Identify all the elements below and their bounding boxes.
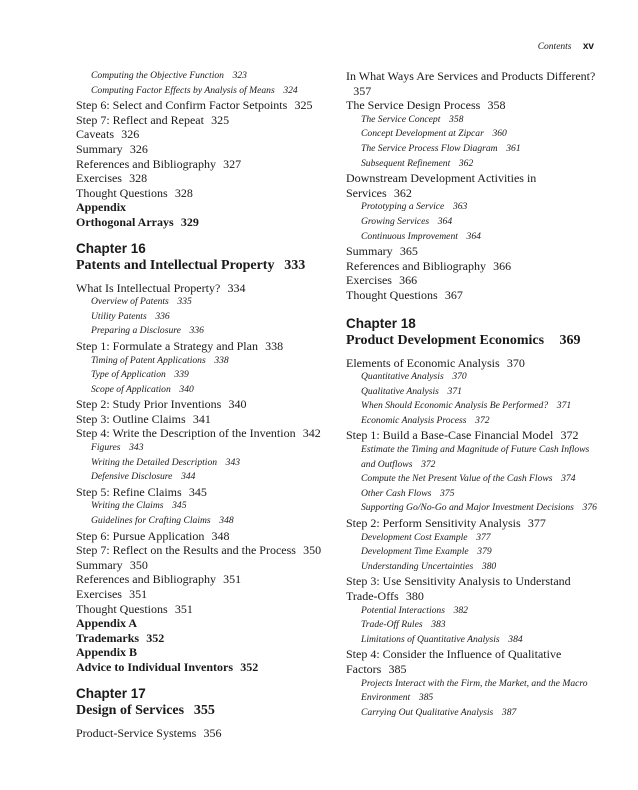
toc-entry-title: Continuous Improvement xyxy=(361,230,458,242)
chapter-title-text: Design of Services xyxy=(76,702,185,718)
toc-entry[interactable] xyxy=(76,171,338,186)
toc-entry-title: Preparing a Disclosure xyxy=(91,325,181,337)
chapter-page-number: 355 xyxy=(193,702,215,718)
chapter-title-text: Patents and Intellectual Property xyxy=(76,257,275,273)
toc-entry-title: Carrying Out Qualitative Analysis xyxy=(361,706,494,718)
toc-entry-title: Scope of Application xyxy=(91,383,171,395)
toc-entry[interactable] xyxy=(76,441,338,456)
toc-entry-title: When Should Economic Analysis Be Performed? xyxy=(361,400,549,412)
toc-entry[interactable] xyxy=(76,470,338,485)
toc-entry-title: Appendix A xyxy=(76,616,138,631)
toc-entry[interactable] xyxy=(346,273,604,288)
toc-entry[interactable] xyxy=(346,142,604,157)
toc-entry-title: References and Bibliography xyxy=(76,156,216,171)
toc-entry-title: Step 6: Select and Confirm Factor Setpoints xyxy=(76,98,288,113)
toc-entry-page: 348 xyxy=(219,515,234,527)
toc-entry-page: 338 xyxy=(214,354,229,366)
toc-entry[interactable] xyxy=(76,456,338,471)
toc-entry-title: Computing Factor Effects by Analysis of Means xyxy=(91,84,275,96)
toc-entry-page: 340 xyxy=(179,383,194,395)
toc-entry-title: References and Bibliography xyxy=(346,258,486,273)
toc-entry[interactable] xyxy=(346,618,604,633)
toc-entry-title: Writing the Claims xyxy=(91,500,164,512)
toc-entry[interactable] xyxy=(76,339,338,354)
toc-entry-page: 352 xyxy=(146,630,165,645)
toc-entry-title: Step 5: Refine Claims xyxy=(76,484,182,499)
toc-entry-page: 343 xyxy=(129,442,144,454)
toc-entry-page: 371 xyxy=(556,400,572,412)
toc-entry-page: 376 xyxy=(582,502,597,514)
toc-entry-page: 339 xyxy=(174,369,189,381)
toc-entry-title: Downstream Development Activities in Services xyxy=(346,171,537,200)
toc-entry[interactable] xyxy=(346,370,604,385)
toc-entry[interactable] xyxy=(76,412,338,427)
toc-entry-title: Appendix xyxy=(76,200,127,215)
toc-entry-title: Step 2: Perform Sensitivity Analysis xyxy=(346,516,521,531)
toc-entry-title: Orthogonal Arrays xyxy=(76,214,174,229)
toc-entry-title: Step 6: Pursue Application xyxy=(76,528,205,543)
toc-entry-page: 370 xyxy=(452,371,467,383)
toc-entry[interactable] xyxy=(346,288,604,303)
toc-entry[interactable] xyxy=(346,259,604,274)
toc-entry-page: 325 xyxy=(294,98,313,113)
toc-entry-title: Summary xyxy=(346,244,393,259)
running-header xyxy=(538,41,594,52)
toc-entry[interactable] xyxy=(76,281,338,296)
toc-entry-page: 351 xyxy=(174,601,193,616)
toc-entry[interactable] xyxy=(76,383,338,398)
toc-entry[interactable] xyxy=(76,587,338,602)
toc-entry-title: Appendix B xyxy=(76,645,138,660)
chapter-page-number: 369 xyxy=(559,332,581,348)
toc-entry-page: 351 xyxy=(223,572,242,587)
toc-entry[interactable] xyxy=(76,616,338,631)
toc-entry-title: Writing the Detailed Description xyxy=(91,456,218,468)
toc-entry-page: 387 xyxy=(501,706,517,718)
toc-entry[interactable] xyxy=(76,499,338,514)
toc-entry[interactable] xyxy=(76,660,338,675)
toc-entry-title: Projects Interact with the Firm, the Market, and the Macro Environment xyxy=(361,677,588,704)
toc-entry-page: 326 xyxy=(121,127,140,142)
toc-entry[interactable] xyxy=(346,677,604,706)
toc-entry-page: 342 xyxy=(302,426,321,441)
toc-entry-title: Step 4: Consider the Influence of Qualitative Factors xyxy=(346,647,562,676)
toc-entry-page: 380 xyxy=(481,560,497,572)
toc-entries-continued xyxy=(346,69,604,303)
toc-entry-title: Utility Patents xyxy=(91,310,147,322)
toc-entry[interactable] xyxy=(76,98,338,113)
toc-entry-page: 341 xyxy=(192,411,211,426)
toc-entry[interactable] xyxy=(346,443,604,472)
toc-entry-title: Thought Questions xyxy=(346,287,438,302)
toc-entry-page: 364 xyxy=(437,215,453,227)
toc-entry-title: Step 3: Outline Claims xyxy=(76,411,186,426)
toc-entry-page: 365 xyxy=(399,244,418,259)
toc-entry-page: 361 xyxy=(506,142,521,154)
toc-entry[interactable] xyxy=(76,426,338,441)
toc-entry-page: 324 xyxy=(283,84,298,96)
toc-entry[interactable] xyxy=(76,602,338,617)
toc-entry-title: Computing the Objective Function xyxy=(91,70,224,81)
toc-entry-title: Development Cost Example xyxy=(361,531,468,543)
toc-entry-title: What Is Intellectual Property? xyxy=(76,280,221,295)
toc-entry-page: 348 xyxy=(211,528,230,543)
toc-entry[interactable] xyxy=(346,516,604,531)
chapter-title-text: Product Development Economics xyxy=(346,332,545,348)
toc-entry-page: 372 xyxy=(560,428,579,443)
chapter-18-label: Chapter 18 xyxy=(346,315,416,331)
toc-entry-page: 370 xyxy=(506,355,525,370)
toc-entry-title: Advice to Individual Inventors xyxy=(76,659,234,674)
toc-entry[interactable] xyxy=(346,171,604,200)
toc-entry[interactable] xyxy=(76,485,338,500)
toc-entry[interactable] xyxy=(346,531,604,546)
toc-entry[interactable] xyxy=(76,113,338,128)
toc-entry-page: 366 xyxy=(399,273,418,288)
toc-entry-page: 329 xyxy=(180,214,199,229)
toc-entry-title: Prototyping a Service xyxy=(361,201,445,213)
toc-entry[interactable] xyxy=(76,645,338,660)
toc-entry-title: Development Time Example xyxy=(361,546,469,558)
toc-entry-title: Overview of Patents xyxy=(91,296,169,308)
header-page-number: xv xyxy=(582,41,594,52)
toc-entry-title: Trademarks xyxy=(76,630,140,645)
toc-entry-title: Step 7: Reflect and Repeat xyxy=(76,112,204,127)
toc-entry[interactable] xyxy=(346,399,604,414)
toc-entry-title: The Service Concept xyxy=(361,113,441,125)
toc-entry-title: Step 4: Write the Description of the Invention xyxy=(76,426,296,441)
toc-entry-page: 385 xyxy=(418,692,434,704)
toc-entry-title: Exercises xyxy=(76,171,122,186)
toc-entry-page: 362 xyxy=(393,185,412,200)
toc-entry-page: 334 xyxy=(227,280,246,295)
toc-entry-page: 344 xyxy=(181,471,196,483)
toc-entry[interactable] xyxy=(346,604,604,619)
toc-entry-page: 350 xyxy=(129,557,148,572)
toc-entry-title: Quantitative Analysis xyxy=(361,371,444,383)
toc-entry[interactable] xyxy=(76,127,338,142)
chapter-17-title[interactable] xyxy=(76,702,338,719)
toc-entry-title: Step 1: Formulate a Strategy and Plan xyxy=(76,338,258,353)
toc-entry-title: Understanding Uncertainties xyxy=(361,560,474,572)
toc-entry-title: Step 2: Study Prior Inventions xyxy=(76,397,222,412)
toc-entry-page: 352 xyxy=(240,659,259,674)
toc-entry-page: 345 xyxy=(188,484,207,499)
toc-entry-title: Timing of Patent Applications xyxy=(91,354,206,366)
chapter-18-title[interactable] xyxy=(346,332,604,349)
toc-entry[interactable] xyxy=(346,501,604,516)
toc-entry[interactable] xyxy=(346,574,604,603)
toc-entry[interactable] xyxy=(346,200,604,215)
toc-entry[interactable] xyxy=(76,157,338,172)
toc-entry-title: Summary xyxy=(76,141,123,156)
toc-entry-page: 335 xyxy=(177,296,192,308)
toc-entry-title: Thought Questions xyxy=(76,185,168,200)
toc-entry[interactable] xyxy=(346,157,604,172)
toc-entry-title: Growing Services xyxy=(361,215,430,227)
toc-entry[interactable] xyxy=(76,529,338,544)
toc-entry-title: Figures xyxy=(91,442,121,454)
toc-entry-page: 384 xyxy=(508,633,523,645)
toc-entry-page: 375 xyxy=(440,487,455,499)
toc-entry-title: Exercises xyxy=(346,273,392,288)
toc-entry-page: 382 xyxy=(453,604,468,616)
toc-entry[interactable] xyxy=(346,428,604,443)
toc-entry[interactable] xyxy=(76,514,338,529)
toc-entry[interactable] xyxy=(76,295,338,310)
chapter-16-title[interactable] xyxy=(76,257,338,274)
toc-entry-title: Limitations of Quantitative Analysis xyxy=(361,633,500,645)
toc-left-column xyxy=(76,69,338,740)
toc-entry[interactable] xyxy=(76,186,338,201)
toc-entry-page: 328 xyxy=(174,185,193,200)
toc-entry-title: Exercises xyxy=(76,587,122,601)
toc-entry-title: Potential Interactions xyxy=(361,604,445,616)
toc-entry[interactable] xyxy=(346,545,604,560)
toc-entry-page: 372 xyxy=(475,414,490,426)
toc-entry-page: 350 xyxy=(303,543,322,558)
toc-entry-page: 358 xyxy=(487,98,506,113)
toc-entry-title: Elements of Economic Analysis xyxy=(346,355,500,370)
toc-entry[interactable] xyxy=(346,356,604,371)
toc-entry-page: 340 xyxy=(228,397,247,412)
chapter-16-label: Chapter 16 xyxy=(76,240,146,256)
chapter-17-entries xyxy=(76,726,338,741)
toc-entry[interactable] xyxy=(76,631,338,646)
toc-entry[interactable] xyxy=(76,324,338,339)
toc-entry-page: 360 xyxy=(492,128,507,140)
header-label: Contents xyxy=(537,42,572,52)
toc-entry-page: 323 xyxy=(232,70,247,81)
toc-entry-title: Guidelines for Crafting Claims xyxy=(91,515,211,527)
toc-entry-page: 326 xyxy=(129,141,148,156)
toc-entry-title: Caveats xyxy=(76,127,114,142)
toc-entry-page: 363 xyxy=(452,201,468,213)
toc-entry[interactable] xyxy=(346,385,604,400)
toc-entry-page: 327 xyxy=(223,156,242,171)
toc-entry-title: Subsequent Refinement xyxy=(361,157,451,169)
toc-entry[interactable] xyxy=(346,230,604,245)
toc-entry-page: 367 xyxy=(444,287,463,302)
toc-entry-page: 358 xyxy=(449,113,464,125)
toc-entry-title: In What Ways Are Services and Products Different? xyxy=(346,69,596,83)
toc-entry-title: Thought Questions xyxy=(76,601,168,616)
toc-entry-page: 379 xyxy=(477,546,492,558)
toc-entry-page: 366 xyxy=(493,258,512,273)
toc-entry-page: 345 xyxy=(172,500,187,512)
toc-entry-page: 328 xyxy=(129,171,148,186)
toc-entry-page: 377 xyxy=(476,531,491,543)
toc-entry[interactable] xyxy=(76,84,338,99)
toc-entry[interactable] xyxy=(76,558,338,573)
toc-right-column xyxy=(346,69,604,720)
toc-entry[interactable] xyxy=(346,647,604,676)
toc-entry-page: 336 xyxy=(155,310,170,322)
toc-entry-title: Supporting Go/No-Go and Major Investment Decisions xyxy=(361,502,574,514)
toc-entry[interactable] xyxy=(346,244,604,259)
toc-entry-page: 357 xyxy=(353,83,372,98)
toc-entry[interactable] xyxy=(76,215,338,230)
toc-entry-page: 377 xyxy=(527,516,546,531)
chapter-18-entries xyxy=(346,356,604,721)
toc-entry-title: Qualitative Analysis xyxy=(361,385,439,397)
toc-entry[interactable] xyxy=(76,142,338,157)
toc-entry-page: 380 xyxy=(405,589,424,603)
toc-entry-title: Compute the Net Present Value of the Cash Flows xyxy=(361,473,553,485)
toc-entry-page: 374 xyxy=(561,473,576,485)
toc-entry-page: 383 xyxy=(431,619,446,631)
toc-entry-page: 364 xyxy=(466,230,481,242)
toc-entry-page: 371 xyxy=(447,385,462,397)
toc-entry[interactable] xyxy=(76,397,338,412)
toc-entry-title: Step 7: Reflect on the Results and the Process xyxy=(76,543,296,558)
toc-entry[interactable] xyxy=(346,113,604,128)
toc-entry[interactable] xyxy=(346,98,604,113)
toc-entry[interactable] xyxy=(76,572,338,587)
toc-entry-title: Estimate the Timing and Magnitude of Future Cash Inflows and Outflows xyxy=(361,444,590,470)
chapter-16-entries xyxy=(76,281,338,675)
toc-entry[interactable] xyxy=(76,726,338,741)
toc-entry[interactable] xyxy=(346,69,604,98)
toc-entry[interactable] xyxy=(76,310,338,325)
chapter-page-number: 333 xyxy=(284,257,306,273)
toc-entry[interactable] xyxy=(76,69,338,84)
toc-entry-page: 343 xyxy=(225,456,241,468)
toc-entry-page: 351 xyxy=(129,587,148,601)
toc-entry-page: 338 xyxy=(265,338,284,353)
toc-entry-title: Trade-Off Rules xyxy=(361,619,423,631)
toc-entry[interactable] xyxy=(76,200,338,215)
toc-entry[interactable] xyxy=(346,487,604,502)
toc-entry[interactable] xyxy=(346,560,604,575)
toc-entry-title: Defensive Disclosure xyxy=(91,471,173,483)
toc-entry-page: 325 xyxy=(211,112,230,127)
toc-entry-title: Type of Application xyxy=(91,369,166,381)
toc-entry-title: Concept Development at Zipcar xyxy=(361,128,484,140)
toc-entry-title: Step 1: Build a Base-Case Financial Model xyxy=(346,428,554,443)
toc-entry-title: Economic Analysis Process xyxy=(361,414,467,426)
toc-entry-title: Product-Service Systems xyxy=(76,725,197,740)
toc-entry[interactable] xyxy=(76,543,338,558)
toc-entry-page: 372 xyxy=(421,458,436,470)
toc-entry-page: 362 xyxy=(458,157,474,169)
toc-entry-title: The Service Process Flow Diagram xyxy=(361,142,498,154)
toc-entry-title: Other Cash Flows xyxy=(361,487,432,499)
toc-entry-page: 356 xyxy=(203,725,222,740)
toc-entry-title: Step 3: Use Sensitivity Analysis to Understand Trade-Offs xyxy=(346,574,571,603)
toc-entry-title: Summary xyxy=(76,557,123,572)
toc-entry-page: 336 xyxy=(189,325,204,337)
toc-entry[interactable] xyxy=(346,472,604,487)
chapter-17-label: Chapter 17 xyxy=(76,685,146,701)
toc-entry[interactable] xyxy=(346,127,604,142)
toc-entry[interactable] xyxy=(346,414,604,429)
toc-entry-title: The Service Design Process xyxy=(346,98,481,113)
toc-entry[interactable] xyxy=(76,368,338,383)
toc-entry[interactable] xyxy=(346,633,604,648)
toc-entry[interactable] xyxy=(76,354,338,369)
toc-entry-title: References and Bibliography xyxy=(76,572,216,587)
toc-entries-continued xyxy=(76,69,338,230)
toc-entry-page: 385 xyxy=(388,661,407,676)
toc-entry[interactable] xyxy=(346,215,604,230)
toc-entry[interactable] xyxy=(346,706,604,721)
